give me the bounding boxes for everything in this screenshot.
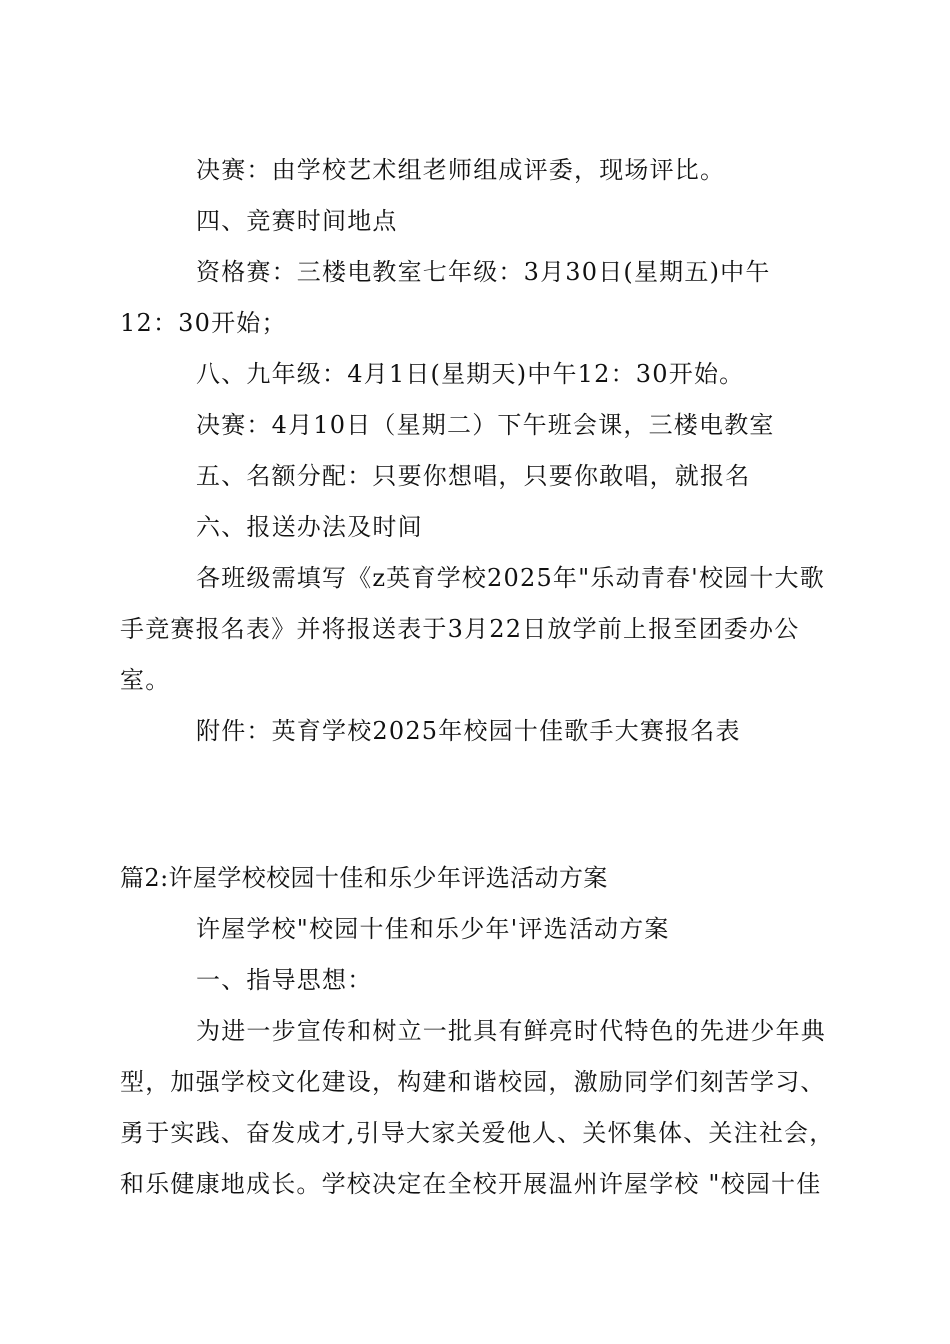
section-heading-submission: 六、报送办法及时间 — [196, 513, 423, 541]
paragraph-line-1: 为进一步宣传和树立一批具有鲜亮时代特色的先进少年典 — [196, 1017, 826, 1045]
paragraph-line-2: 型，加强学校文化建设，构建和谐校园，激励同学们刻苦学习、 — [120, 1068, 826, 1096]
plan-title: 许屋学校"校园十佳和乐少年'评选活动方案 — [196, 915, 670, 943]
text-line-final-judging: 决赛：由学校艺术组老师组成评委，现场评比。 — [196, 156, 726, 184]
text-line-attachment: 附件：英育学校2025年校园十佳歌手大赛报名表 — [196, 717, 741, 745]
text-line-qualifier-grade7: 资格赛：三楼电教室七年级：3月30日(星期五)中午 — [196, 258, 771, 286]
paragraph-line-3: 勇于实践、奋发成才,引导大家关爱他人、关怀集体、关注社会， — [120, 1119, 835, 1147]
section-heading-quota: 五、名额分配：只要你想唱，只要你敢唱，就报名 — [196, 462, 751, 490]
section-heading-guiding: 一、指导思想： — [196, 966, 373, 994]
text-line-grade8-9: 八、九年级：4月1日(星期天)中午12：30开始。 — [196, 360, 745, 388]
text-line-submission-3: 室。 — [120, 666, 171, 694]
text-line-submission-2: 手竞赛报名表》并将报送表于3月22日放学前上报至团委办公 — [120, 615, 800, 643]
section-heading-time-place: 四、竞赛时间地点 — [196, 207, 398, 235]
article-title-part2: 篇2:许屋学校校园十佳和乐少年评选活动方案 — [120, 864, 608, 892]
paragraph-line-4: 和乐健康地成长。学校决定在全校开展温州许屋学校 "校园十佳 — [120, 1170, 822, 1198]
text-line-qualifier-time: 12：30开始； — [120, 309, 287, 337]
text-line-final-date: 决赛：4月10日（星期二）下午班会课，三楼电教室 — [196, 411, 775, 439]
text-line-submission-1: 各班级需填写《z英育学校2025年"乐动青春'校园十大歌 — [196, 564, 825, 592]
